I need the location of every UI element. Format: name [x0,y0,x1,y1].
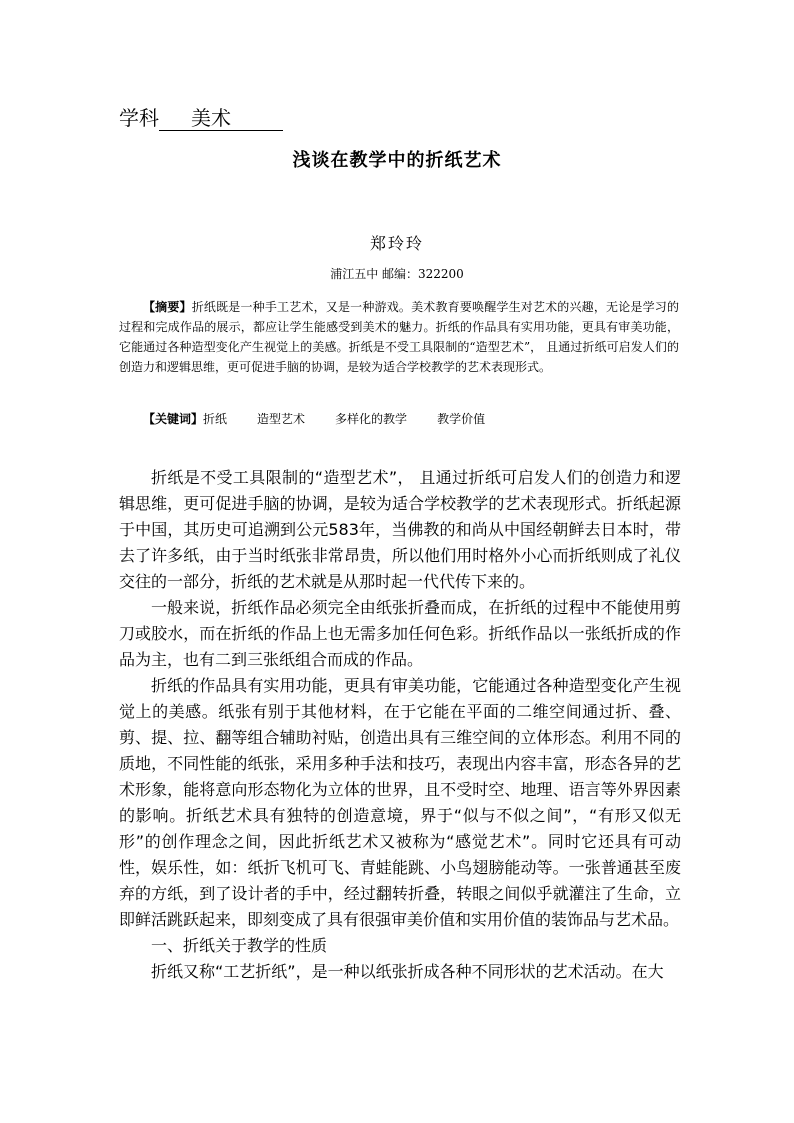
keywords [143,409,683,429]
abstract [119,297,679,377]
abstract-text: 折纸既是一种手工艺术，又是一种游戏。美术教育要唤醒学生对艺术的兴趣，无论是学习的过程和完成作品的展示，都应让学生能感受到美术的魅力。折纸的作品具有实用功能，更具有审美功能，它能通过各种造型变化产生视觉上的美感。折纸是不受工具限制的“造型艺术”， 且通过折纸可启发人们的创造力和逻辑思维，更可促进手脑的协调，是较为适合学校教学的艺术表现形式。 [119,300,679,374]
keyword-item: 折纸 [203,412,228,426]
abstract-label: 【摘要】 [143,300,192,314]
body-paragraph: 折纸的作品具有实用功能，更具有审美功能，它能通过各种造型变化产生视觉上的美感。纸张有别于其他材料，在于它能在平面的二维空间通过折、叠、剪、提、拉、翻等组合辅助衬贴，创造出具有三维空间的立体形态。利用不同的质地，不同性能的纸张，采用多种手法和技巧，表现出内容丰富，形态各异的艺术形象，能将意向形态物化为立体的世界，且不受时空、地理、语言等外界因素的影响。折纸艺术具有独特的创造意境，界于“似与不似之间”，“有形又似无形”的创作理念之间，因此折纸艺术又被称为“感觉艺术”。同时它还具有可动性，娱乐性，如：纸折飞机可飞、青蛙能跳、小鸟翅膀能动等。一张普通甚至废弃的方纸，到了设计者的手中，经过翻转折叠，转眼之间似乎就灌注了生命，立即鲜活跳跃起来，即刻变成了具有很强审美价值和实用价值的装饰品与艺术品。 [119,676,681,929]
author-name: 郑玲玲 [369,234,424,253]
keywords-label: 【关键词】 [143,412,204,426]
keyword-item: 造型艺术 [257,412,306,426]
subject-line [119,106,283,131]
section-heading: 一、折纸关于教学的性质 [151,936,328,955]
subject-value: 美术 [159,106,283,131]
body-paragraph: 折纸是不受工具限制的“造型艺术”， 且通过折纸可启发人们的创造力和逻辑思维，更可促进手脑的协调，是较为适合学校教学的艺术表现形式。折纸起源于中国，其历史可追溯到公元583年，当佛教的和尚从中国经朝鲜去日本时，带去了许多纸，由于当时纸张非常昂贵，所以他们用时格外小心而折纸则成了礼仪交往的一部分，折纸的艺术就是从那时起一代代传下来的。 [119,468,681,591]
author-affiliation: 浦江五中 邮编：322200 [330,267,464,281]
body-paragraph: 折纸又称“工艺折纸”，是一种以纸张折成各种不同形状的艺术活动。在大 [151,962,664,981]
body-paragraph: 一般来说，折纸作品必须完全由纸张折叠而成，在折纸的过程中不能使用剪刀或胶水，而在折纸的作品上也无需多加任何色彩。折纸作品以一张纸折成的作品为主，也有二到三张纸组合而成的作品。 [119,598,681,669]
subject-label: 学科 [119,106,159,130]
keyword-item: 教学价值 [437,412,486,426]
keyword-item: 多样化的教学 [335,412,408,426]
document-title: 浅谈在教学中的折纸艺术 [292,150,502,171]
body-text [119,465,681,985]
